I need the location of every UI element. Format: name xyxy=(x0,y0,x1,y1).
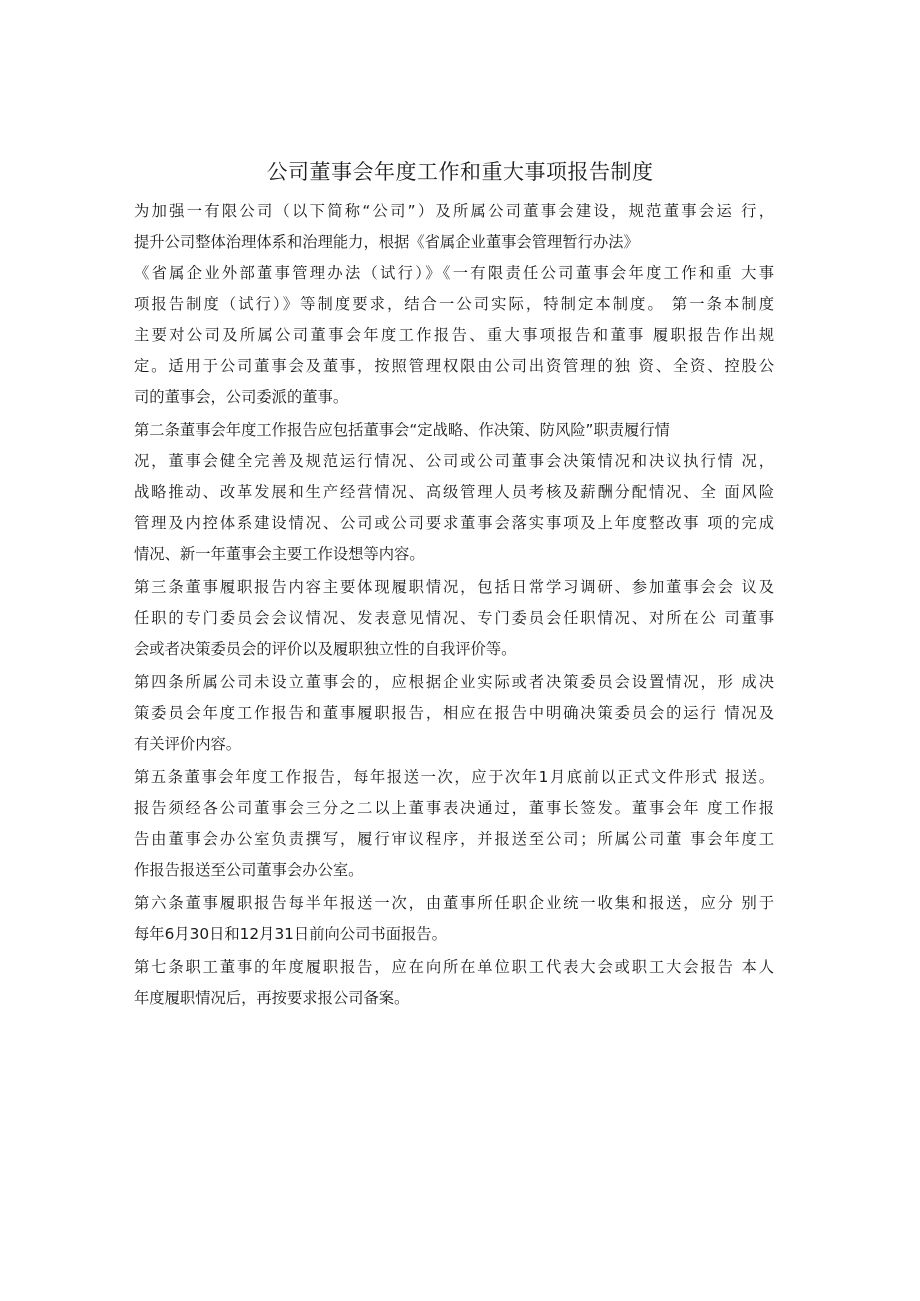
text-line: 战略推动、改革发展和生产经营情况、高级管理人员考核及薪酬分配情况、全 面风险 xyxy=(134,483,774,501)
text-line: 任职的专门委员会会议情况、发表意见情况、专门委员会任职情况、对所在公 司董事 xyxy=(134,609,774,627)
text-line: 策委员会年度工作报告和董事履职报告，相应在报告中明确决策委员会的运行 情况及 xyxy=(134,704,774,722)
paragraph-7 xyxy=(134,952,774,1014)
paragraph-1 xyxy=(134,196,774,413)
text-line: 管理及内控体系建设情况、公司或公司要求董事会落实事项及上年度整改事 项的完成 xyxy=(134,514,774,532)
text-line: 提升公司整体治理体系和治理能力，根据《省属企业董事会管理暂行办法》 xyxy=(134,233,639,251)
paragraph-3 xyxy=(134,572,774,665)
paragraph-6 xyxy=(134,888,774,950)
text-line: 第四条所属公司未设立董事会的，应根据企业实际或者决策委员会设置情况，形 成决 xyxy=(134,673,774,691)
text-line: 告由董事会办公室负责撰写，履行审议程序，并报送至公司；所属公司董 事会年度工 xyxy=(134,830,774,848)
text-line: 定。适用于公司董事会及董事，按照管理权限由公司出资管理的独 资、全资、控股公 xyxy=(134,357,774,375)
text-line: 报告须经各公司董事会三分之二以上董事表决通过，董事长签发。董事会年 度工作报 xyxy=(134,799,774,817)
document-title: 公司董事会年度工作和重大事项报告制度 xyxy=(266,160,654,184)
text-line: 主要对公司及所属公司董事会年度工作报告、重大事项报告和董事 履职报告作出规 xyxy=(134,326,774,344)
text-line: 有关评价内容。 xyxy=(134,735,242,753)
text-line: 第二条董事会年度工作报告应包括董事会“定战略、作决策、防风险”职责履行情 xyxy=(134,421,670,439)
text-line: 会或者决策委员会的评价以及履职独立性的自我评价等。 xyxy=(134,640,517,658)
paragraph-4 xyxy=(134,667,774,760)
text-line: 为加强一有限公司（以下简称“公司”）及所属公司董事会建设，规范董事会运 行， xyxy=(134,202,774,220)
paragraph-2 xyxy=(134,415,774,570)
text-line: 第三条董事履职报告内容主要体现履职情况，包括日常学习调研、参加董事会会 议及 xyxy=(134,578,774,596)
text-line: 司的董事会，公司委派的董事。 xyxy=(134,388,349,406)
text-line: 年度履职情况后，再按要求报公司备案。 xyxy=(134,989,410,1007)
paragraph-5 xyxy=(134,762,774,886)
text-line: 第五条董事会年度工作报告，每年报送一次，应于次年1月底前以正式文件形式 报送。 xyxy=(134,768,774,786)
text-line: 每年6月30日和12月31日前向公司书面报告。 xyxy=(134,925,447,943)
text-line: 《省属企业外部董事管理办法（试行）》《一有限责任公司董事会年度工作和重 大事 xyxy=(134,264,774,282)
document-body xyxy=(134,196,774,1014)
text-line: 第六条董事履职报告每半年报送一次，由董事所任职企业统一收集和报送，应分 别于 xyxy=(134,894,774,912)
text-line: 作报告报送至公司董事会办公室。 xyxy=(134,861,364,879)
text-line: 况，董事会健全完善及规范运行情况、公司或公司董事会决策情况和决议执行情 况， xyxy=(134,452,774,470)
text-line: 项报告制度（试行）》等制度要求，结合一公司实际，特制定本制度。 第一条本制度 xyxy=(134,295,774,313)
text-line: 情况、新一年董事会主要工作设想等内容。 xyxy=(134,545,425,563)
text-line: 第七条职工董事的年度履职报告，应在向所在单位职工代表大会或职工大会报告 本人 xyxy=(134,958,774,976)
